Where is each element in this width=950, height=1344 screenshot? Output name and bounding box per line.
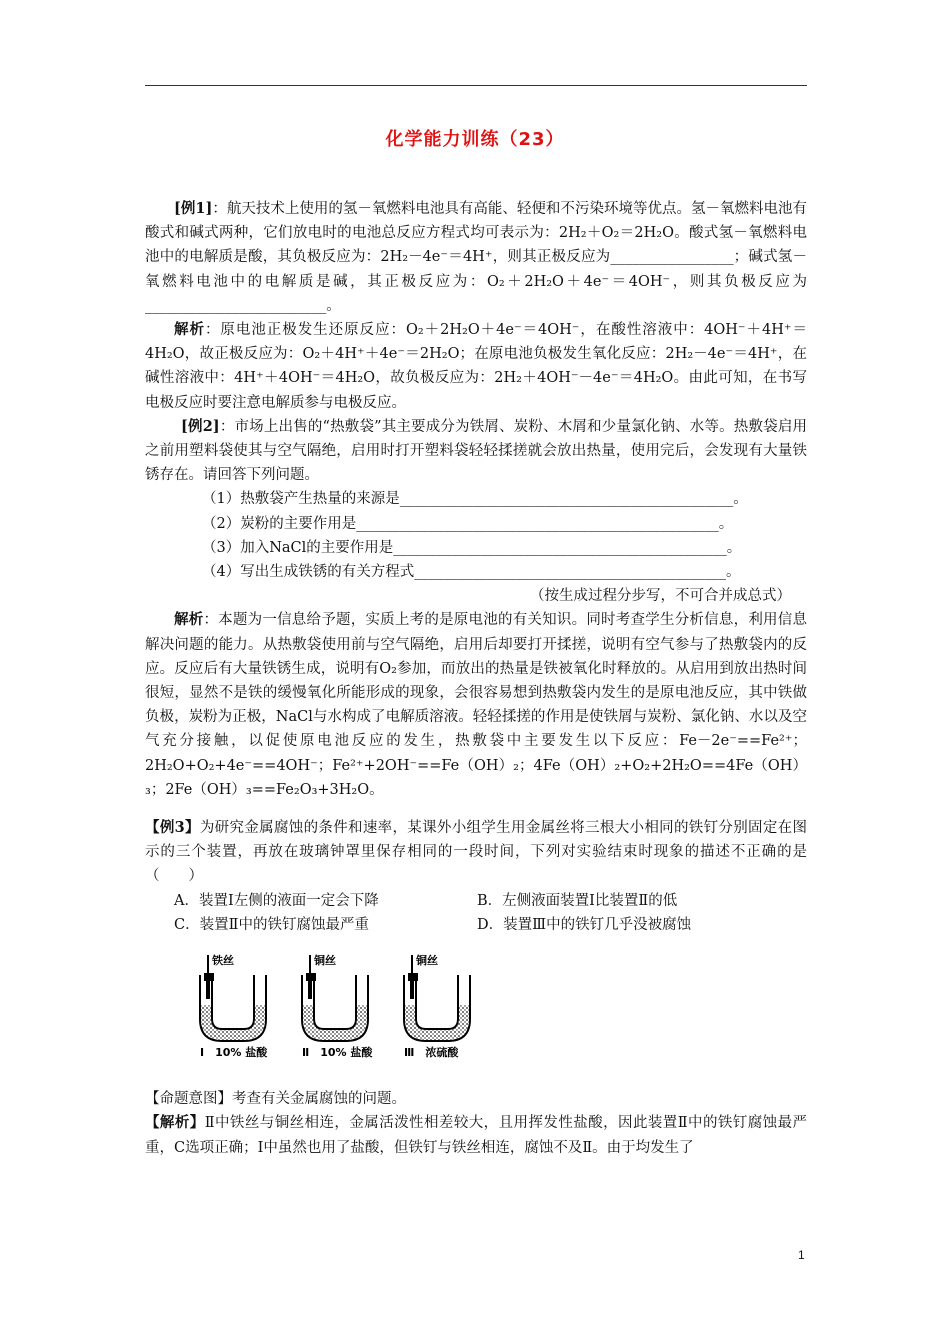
example-3-label: 【例3】	[145, 819, 200, 837]
apparatus-label-1: Ⅰ 10% 盐酸	[200, 1046, 268, 1060]
analysis-label: 解析	[174, 321, 205, 339]
choice-d: D．装置Ⅲ中的铁钉几乎没被腐蚀	[477, 916, 692, 933]
document-body	[145, 197, 807, 1160]
analysis-text: ：本题为一信息给予题，实质上考的是原电池的有关知识。同时考查学生分析信息，利用信息解决问题的能力。从热敷袋使用前与空气隔绝，启用后却要打开揉搓，说明有空气参与了热敷袋内的反应。反应后有大量铁锈生成，说明有O₂参加，而放出的热量是铁被氧化时释放的。从启用到放出热时间很短，显然不是铁的缓慢氧化所能形成的现象，会很容易想到热敷袋内发生的是原电池反应，其中铁做负极，炭粉为正极，NaCl与水构成了电解质溶液。轻轻揉搓的作用是使铁屑与炭粉、氯化钠、水以及空气充分接触，以促使原电池反应的发生，热敷袋中主要发生以下反应：Fe－2e⁻==Fe²⁺；2H₂O+O₂+4e⁻==4OH⁻；Fe²⁺+2OH⁻==Fe（OH）₂；4Fe（OH）₂+O₂+2H₂O==4Fe（OH）₃；2Fe（OH）₃==Fe₂O₃+3H₂O。	[145, 612, 807, 798]
apparatus-label-2: Ⅱ 10% 盐酸	[302, 1046, 373, 1060]
apparatus-3	[404, 953, 470, 1059]
example-2	[145, 415, 807, 488]
choice-c: C．装置Ⅱ中的铁钉腐蚀最严重	[174, 916, 369, 933]
example-2-text: ：市场上出售的“热敷袋”其主要成分为铁屑、炭粉、木屑和少量氯化钠、水等。热敷袋启用之前用塑料袋使其与空气隔绝，启用时打开塑料袋轻轻揉搓就会放出热量，使用完后，会发现有大量铁锈存在。请回答下列问题。	[145, 418, 807, 484]
wire-label-3: 铜丝	[416, 954, 438, 968]
question-intent: 【命题意图】考查有关金属腐蚀的问题。	[145, 1091, 406, 1108]
choice-a: A．装置Ⅰ左侧的液面一定会下降	[174, 892, 379, 909]
wire-label-2: 铜丝	[314, 954, 336, 968]
page-number: 1	[798, 1248, 805, 1262]
example-1-label: [例1]	[174, 200, 213, 217]
apparatus-2	[302, 953, 373, 1059]
example-1	[145, 197, 807, 318]
example-2-label: [例2]	[181, 417, 220, 435]
example-3-analysis	[145, 1111, 807, 1159]
page-title: 化学能力训练（23）	[385, 129, 565, 150]
analysis-text: ：原电池正极发生还原反应：O₂＋2H₂O＋4e⁻＝4OH⁻，在酸性溶液中：4OH⁻＋4H⁺＝4H₂O，故正极反应为：O₂＋4H⁺＋4e⁻＝2H₂O；在原电池负极发生氧化反应：2H₂－4e⁻＝4H⁺，在碱性溶液中：4H⁺＋4OH⁻＝4H₂O，故负极反应为：2H₂＋4OH⁻－4e⁻＝4H₂O。由此可知，在书写电极反应时要注意电解质参与电极反应。	[145, 322, 807, 411]
choice-b: B．左侧液面装置Ⅰ比装置Ⅱ的低	[477, 892, 678, 909]
question-3: （3）加入NaCl的主要作用是______________________________________________。	[202, 539, 742, 556]
choices	[145, 889, 807, 937]
example-3-text: 为研究金属腐蚀的条件和速率，某课外小组学生用金属丝将三根大小相同的铁钉分别固定在图示的三个装置，再放在玻璃钟罩里保存相同的一段时间，下列对实验结束时现象的描述不正确的是（ ）	[145, 820, 807, 885]
apparatus-label-3: Ⅲ 浓硫酸	[404, 1046, 459, 1060]
wire-label-1: 铁丝	[212, 954, 234, 968]
analysis-label: 【解析】	[145, 1114, 205, 1132]
header-rule	[145, 85, 807, 86]
example-1-text: ：航天技术上使用的氢－氧燃料电池具有高能、轻便和不污染环境等优点。氢－氧燃料电池有酸式和碱式两种，它们放电时的电池总反应方程式均可表示为：2H₂＋O₂＝2H₂O。酸式氢－氧燃料电池中的电解质是酸，其负极反应为：2H₂－4e⁻＝4H⁺，则其正极反应为_________________；碱式氢－氧燃料电池中的电解质是碱，其正极反应为：O₂＋2H₂O＋4e⁻＝4OH⁻，则其负极反应为_________________________。	[145, 201, 808, 314]
question-1: （1）热敷袋产生热量的来源是______________________________________________。	[202, 491, 748, 508]
apparatus-1	[200, 953, 268, 1059]
example-1-analysis	[145, 318, 807, 415]
analysis-text: Ⅱ中铁丝与铜丝相连，金属活泼性相差较大，且用挥发性盐酸，因此装置Ⅱ中的铁钉腐蚀最严重，C选项正确；Ⅰ中虽然也用了盐酸，但铁钉与铁丝相连，腐蚀不及Ⅱ。由于均发生了	[145, 1115, 807, 1156]
question-2: （2）炭粉的主要作用是__________________________________________________。	[202, 515, 734, 532]
example-2-analysis	[145, 608, 807, 802]
analysis-label: 解析	[174, 611, 204, 629]
question-4: （4）写出生成铁锈的有关方程式___________________________________________。	[202, 564, 741, 581]
apparatus-figure	[145, 947, 807, 1059]
question-note: （按生成过程分步写，不可合并成总式）	[530, 588, 791, 605]
apparatus-diagram	[190, 947, 490, 1059]
example-3	[145, 816, 807, 889]
